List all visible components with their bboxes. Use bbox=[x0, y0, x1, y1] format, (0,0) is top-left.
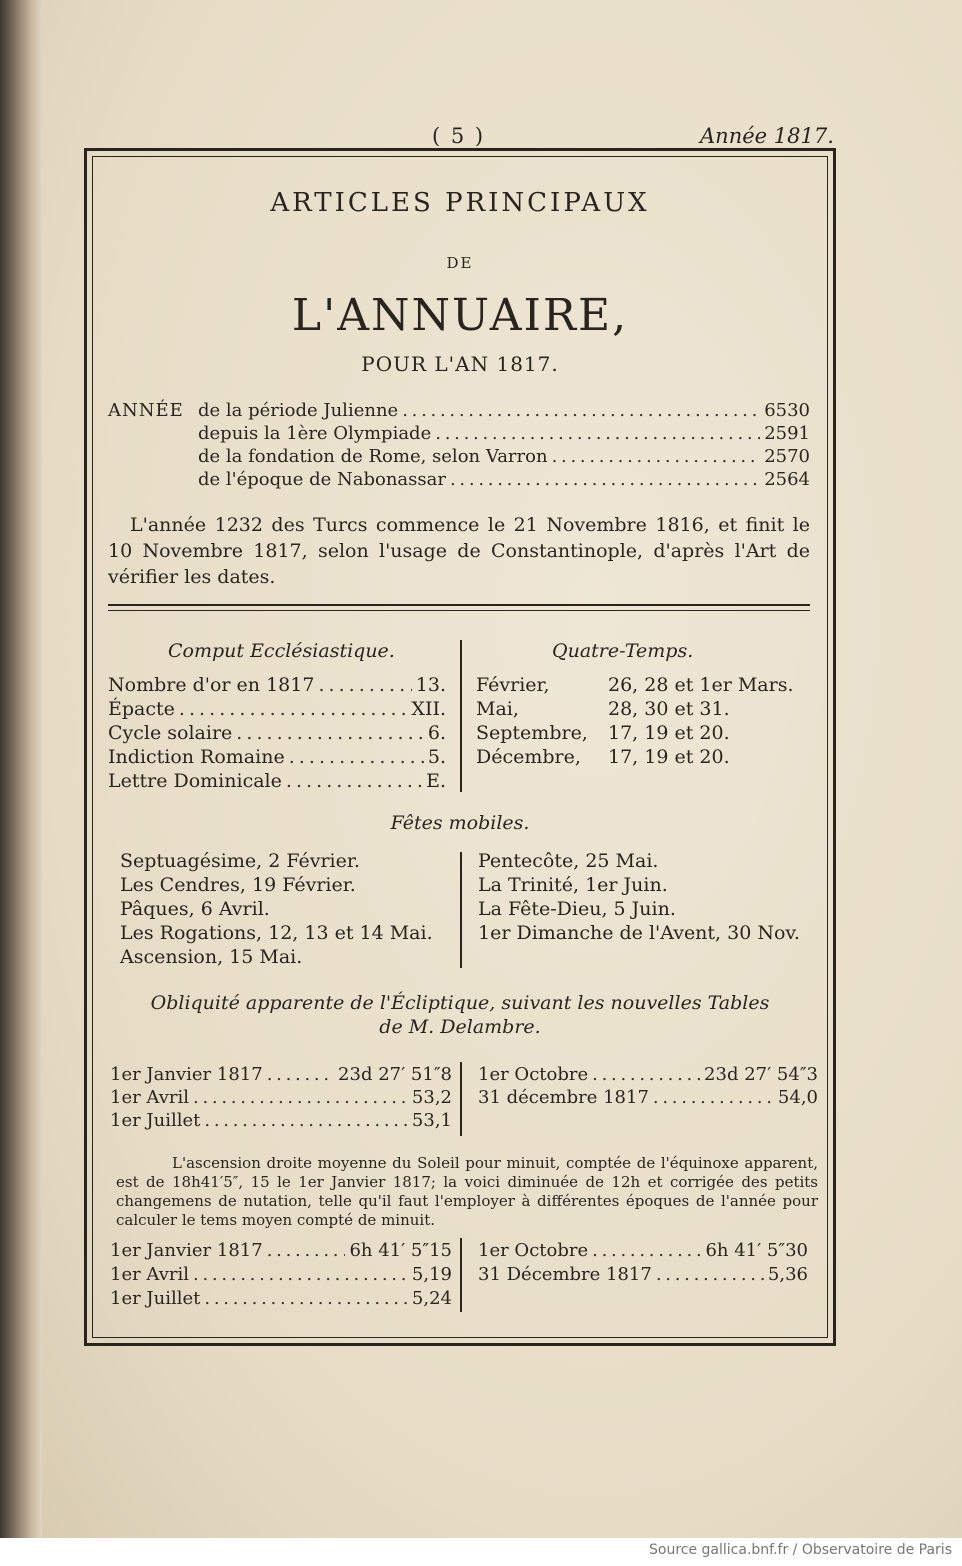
page-number: ( 5 ) bbox=[432, 124, 486, 148]
fete-left-item: Les Cendres, 19 Février. bbox=[120, 874, 356, 896]
ascension-left-row-label: 1er Avril bbox=[110, 1264, 189, 1285]
annee-row-leader-dots bbox=[450, 469, 760, 491]
quatre-temps-row bbox=[476, 674, 794, 697]
obliquite-left-row-label: 1er Avril bbox=[110, 1087, 189, 1108]
title-line-2: DE bbox=[446, 254, 474, 272]
comput-row-leader-dots bbox=[179, 698, 408, 720]
obliquite-left-row bbox=[110, 1110, 452, 1132]
obliquite-left-row bbox=[110, 1087, 452, 1109]
comput-row-label: Indiction Romaine bbox=[108, 746, 285, 768]
quatre-temps-month: Décembre, bbox=[476, 746, 581, 768]
obliquite-right-row-value: 23d 27′ 54″3 bbox=[704, 1064, 818, 1085]
quatre-temps-days: 26, 28 et 1er Mars. bbox=[608, 674, 794, 696]
quatre-temps-month: Septembre, bbox=[476, 722, 588, 744]
fete-right-item: 1er Dimanche de l'Avent, 30 Nov. bbox=[478, 922, 800, 944]
obliquite-left-row-value: 23d 27′ 51″8 bbox=[338, 1064, 452, 1085]
ascension-left-row bbox=[110, 1240, 452, 1262]
column-divider-2 bbox=[460, 852, 462, 968]
fete-right-item: La Fête-Dieu, 5 Juin. bbox=[478, 898, 676, 920]
annee-row-leader-dots bbox=[552, 446, 761, 468]
comput-row bbox=[108, 746, 446, 768]
ascension-left-row-label: 1er Juillet bbox=[110, 1288, 201, 1309]
annee-row-label: de la période Julienne bbox=[198, 400, 399, 421]
comput-row-label: Cycle solaire bbox=[108, 722, 233, 744]
obliquite-left-row-leader-dots bbox=[267, 1064, 334, 1086]
comput-row-value: XII. bbox=[411, 698, 446, 720]
comput-row-value: E. bbox=[426, 770, 446, 792]
annee-row-leader-dots bbox=[435, 423, 760, 445]
ascension-right-row bbox=[478, 1264, 808, 1286]
annee-row-value: 2564 bbox=[764, 469, 810, 490]
quatre-temps-days: 28, 30 et 31. bbox=[608, 698, 730, 720]
comput-heading: Comput Ecclésiastique. bbox=[168, 640, 395, 662]
quatre-temps-row bbox=[476, 698, 730, 721]
comput-row-label: Épacte bbox=[108, 698, 175, 720]
obliquite-left-row-value: 53,2 bbox=[411, 1087, 452, 1108]
comput-row bbox=[108, 722, 446, 744]
ascension-left-row-leader-dots bbox=[204, 1288, 408, 1310]
annee-row-label: de la fondation de Rome, selon Varron bbox=[198, 446, 548, 467]
column-divider-3 bbox=[460, 1062, 462, 1136]
obliquite-right-row bbox=[478, 1087, 818, 1109]
ascension-right-row-value: 6h 41′ 5″30 bbox=[705, 1240, 808, 1261]
comput-row-leader-dots bbox=[318, 674, 411, 696]
ascension-right-row-value: 5,36 bbox=[767, 1264, 808, 1285]
ascension-left-row bbox=[110, 1288, 452, 1310]
obliquite-right-row-leader-dots bbox=[592, 1064, 700, 1086]
quatre-temps-days: 17, 19 et 20. bbox=[608, 722, 730, 744]
ascension-right-row-leader-dots bbox=[656, 1264, 764, 1286]
obliquite-right-row-label: 1er Octobre bbox=[478, 1064, 589, 1085]
ascension-left-row-leader-dots bbox=[193, 1264, 408, 1286]
fete-left-item: Ascension, 15 Mai. bbox=[120, 946, 303, 968]
quatre-temps-row bbox=[476, 722, 730, 745]
ascension-right-row-label: 31 Décembre 1817 bbox=[478, 1264, 652, 1285]
obliquite-left-row-leader-dots bbox=[204, 1110, 408, 1132]
annee-row bbox=[198, 446, 810, 468]
ascension-left-row-value: 5,24 bbox=[411, 1288, 452, 1309]
comput-row-leader-dots bbox=[286, 770, 422, 792]
fete-left-item: Septuagésime, 2 Février. bbox=[120, 850, 360, 872]
quatre-temps-row bbox=[476, 746, 730, 769]
obliquite-left-row-value: 53,1 bbox=[411, 1110, 452, 1131]
comput-row-value: 6. bbox=[427, 722, 446, 744]
annee-row-label: depuis la 1ère Olympiade bbox=[198, 423, 432, 444]
ascension-left-row bbox=[110, 1264, 452, 1286]
comput-row-label: Nombre d'or en 1817 bbox=[108, 674, 315, 696]
section-divider bbox=[108, 604, 810, 611]
annee-row-value: 6530 bbox=[764, 400, 810, 421]
obliquite-right-row bbox=[478, 1064, 818, 1086]
running-head-year: Année 1817. bbox=[700, 124, 834, 148]
column-divider-1 bbox=[460, 640, 462, 792]
ascension-paragraph: L'ascension droite moyenne du Soleil pour minuit, comptée de l'équinoxe apparent, est de 18h41′5″, 15 le 1er Janvier 1817; la voici diminuée de 12h et corrigée des petits changemens de nutation, telle qu'il faut l'employer à différentes époques de l'année pour calculer le tems moyen compté de minuit. bbox=[116, 1154, 818, 1229]
ascension-left-row-value: 6h 41′ 5″15 bbox=[349, 1240, 452, 1261]
annee-lead: ANNÉE bbox=[108, 400, 184, 421]
quatre-temps-month: Mai, bbox=[476, 698, 519, 720]
obliquite-right-row-leader-dots bbox=[653, 1087, 774, 1109]
quatre-temps-days: 17, 19 et 20. bbox=[608, 746, 730, 768]
title-line-1: ARTICLES PRINCIPAUX bbox=[270, 188, 650, 218]
footer-bar bbox=[0, 1538, 962, 1566]
obliquite-left-row-label: 1er Juillet bbox=[110, 1110, 201, 1131]
quatre-temps-heading: Quatre-Temps. bbox=[552, 640, 694, 662]
obliquite-heading-1: Obliquité apparente de l'Écliptique, suivant les nouvelles Tables bbox=[150, 992, 770, 1014]
comput-row bbox=[108, 770, 446, 792]
obliquite-left-row-label: 1er Janvier 1817 bbox=[110, 1064, 263, 1085]
fete-left-item: Les Rogations, 12, 13 et 14 Mai. bbox=[120, 922, 433, 944]
ascension-left-row-value: 5,19 bbox=[411, 1264, 452, 1285]
turcs-paragraph: L'année 1232 des Turcs commence le 21 Novembre 1816, et finit le 10 Novembre 1817, selon l'usage de Constantinople, d'après l'Art de vérifier les dates. bbox=[108, 514, 810, 588]
annee-row bbox=[198, 469, 810, 491]
title-line-4: POUR L'AN 1817. bbox=[361, 352, 559, 376]
comput-row-value: 5. bbox=[427, 746, 446, 768]
fete-left-item: Pâques, 6 Avril. bbox=[120, 898, 270, 920]
comput-row bbox=[108, 674, 446, 696]
comput-row-leader-dots bbox=[289, 746, 424, 768]
ascension-right-row bbox=[478, 1240, 808, 1262]
obliquite-left-row-leader-dots bbox=[193, 1087, 408, 1109]
obliquite-right-row-value: 54,0 bbox=[777, 1087, 818, 1108]
book-spine bbox=[0, 0, 42, 1566]
fete-right-item: La Trinité, 1er Juin. bbox=[478, 874, 668, 896]
annee-row bbox=[198, 400, 810, 422]
annee-row-label: de l'époque de Nabonassar bbox=[198, 469, 446, 490]
annee-row-value: 2591 bbox=[764, 423, 810, 444]
fete-right-item: Pentecôte, 25 Mai. bbox=[478, 850, 659, 872]
fetes-heading: Fêtes mobiles. bbox=[390, 812, 530, 834]
quatre-temps-month: Février, bbox=[476, 674, 550, 696]
comput-row-leader-dots bbox=[236, 722, 424, 744]
ascension-left-row-label: 1er Janvier 1817 bbox=[110, 1240, 263, 1261]
title-line-3: L'ANNUAIRE, bbox=[291, 290, 629, 341]
annee-row-leader-dots bbox=[402, 400, 760, 422]
comput-row-label: Lettre Dominicale bbox=[108, 770, 282, 792]
ascension-right-row-leader-dots bbox=[592, 1240, 701, 1262]
annee-row-value: 2570 bbox=[764, 446, 810, 467]
comput-row-value: 13. bbox=[415, 674, 446, 696]
ascension-left-row-leader-dots bbox=[267, 1240, 346, 1262]
ascension-right-row-label: 1er Octobre bbox=[478, 1240, 589, 1261]
obliquite-heading-2: de M. Delambre. bbox=[379, 1016, 541, 1038]
column-divider-4 bbox=[460, 1238, 462, 1312]
comput-row bbox=[108, 698, 446, 720]
source-credit[interactable]: Source gallica.bnf.fr / Observatoire de Paris bbox=[649, 1542, 952, 1558]
obliquite-right-row-label: 31 décembre 1817 bbox=[478, 1087, 649, 1108]
obliquite-left-row bbox=[110, 1064, 452, 1086]
annee-row bbox=[198, 423, 810, 445]
